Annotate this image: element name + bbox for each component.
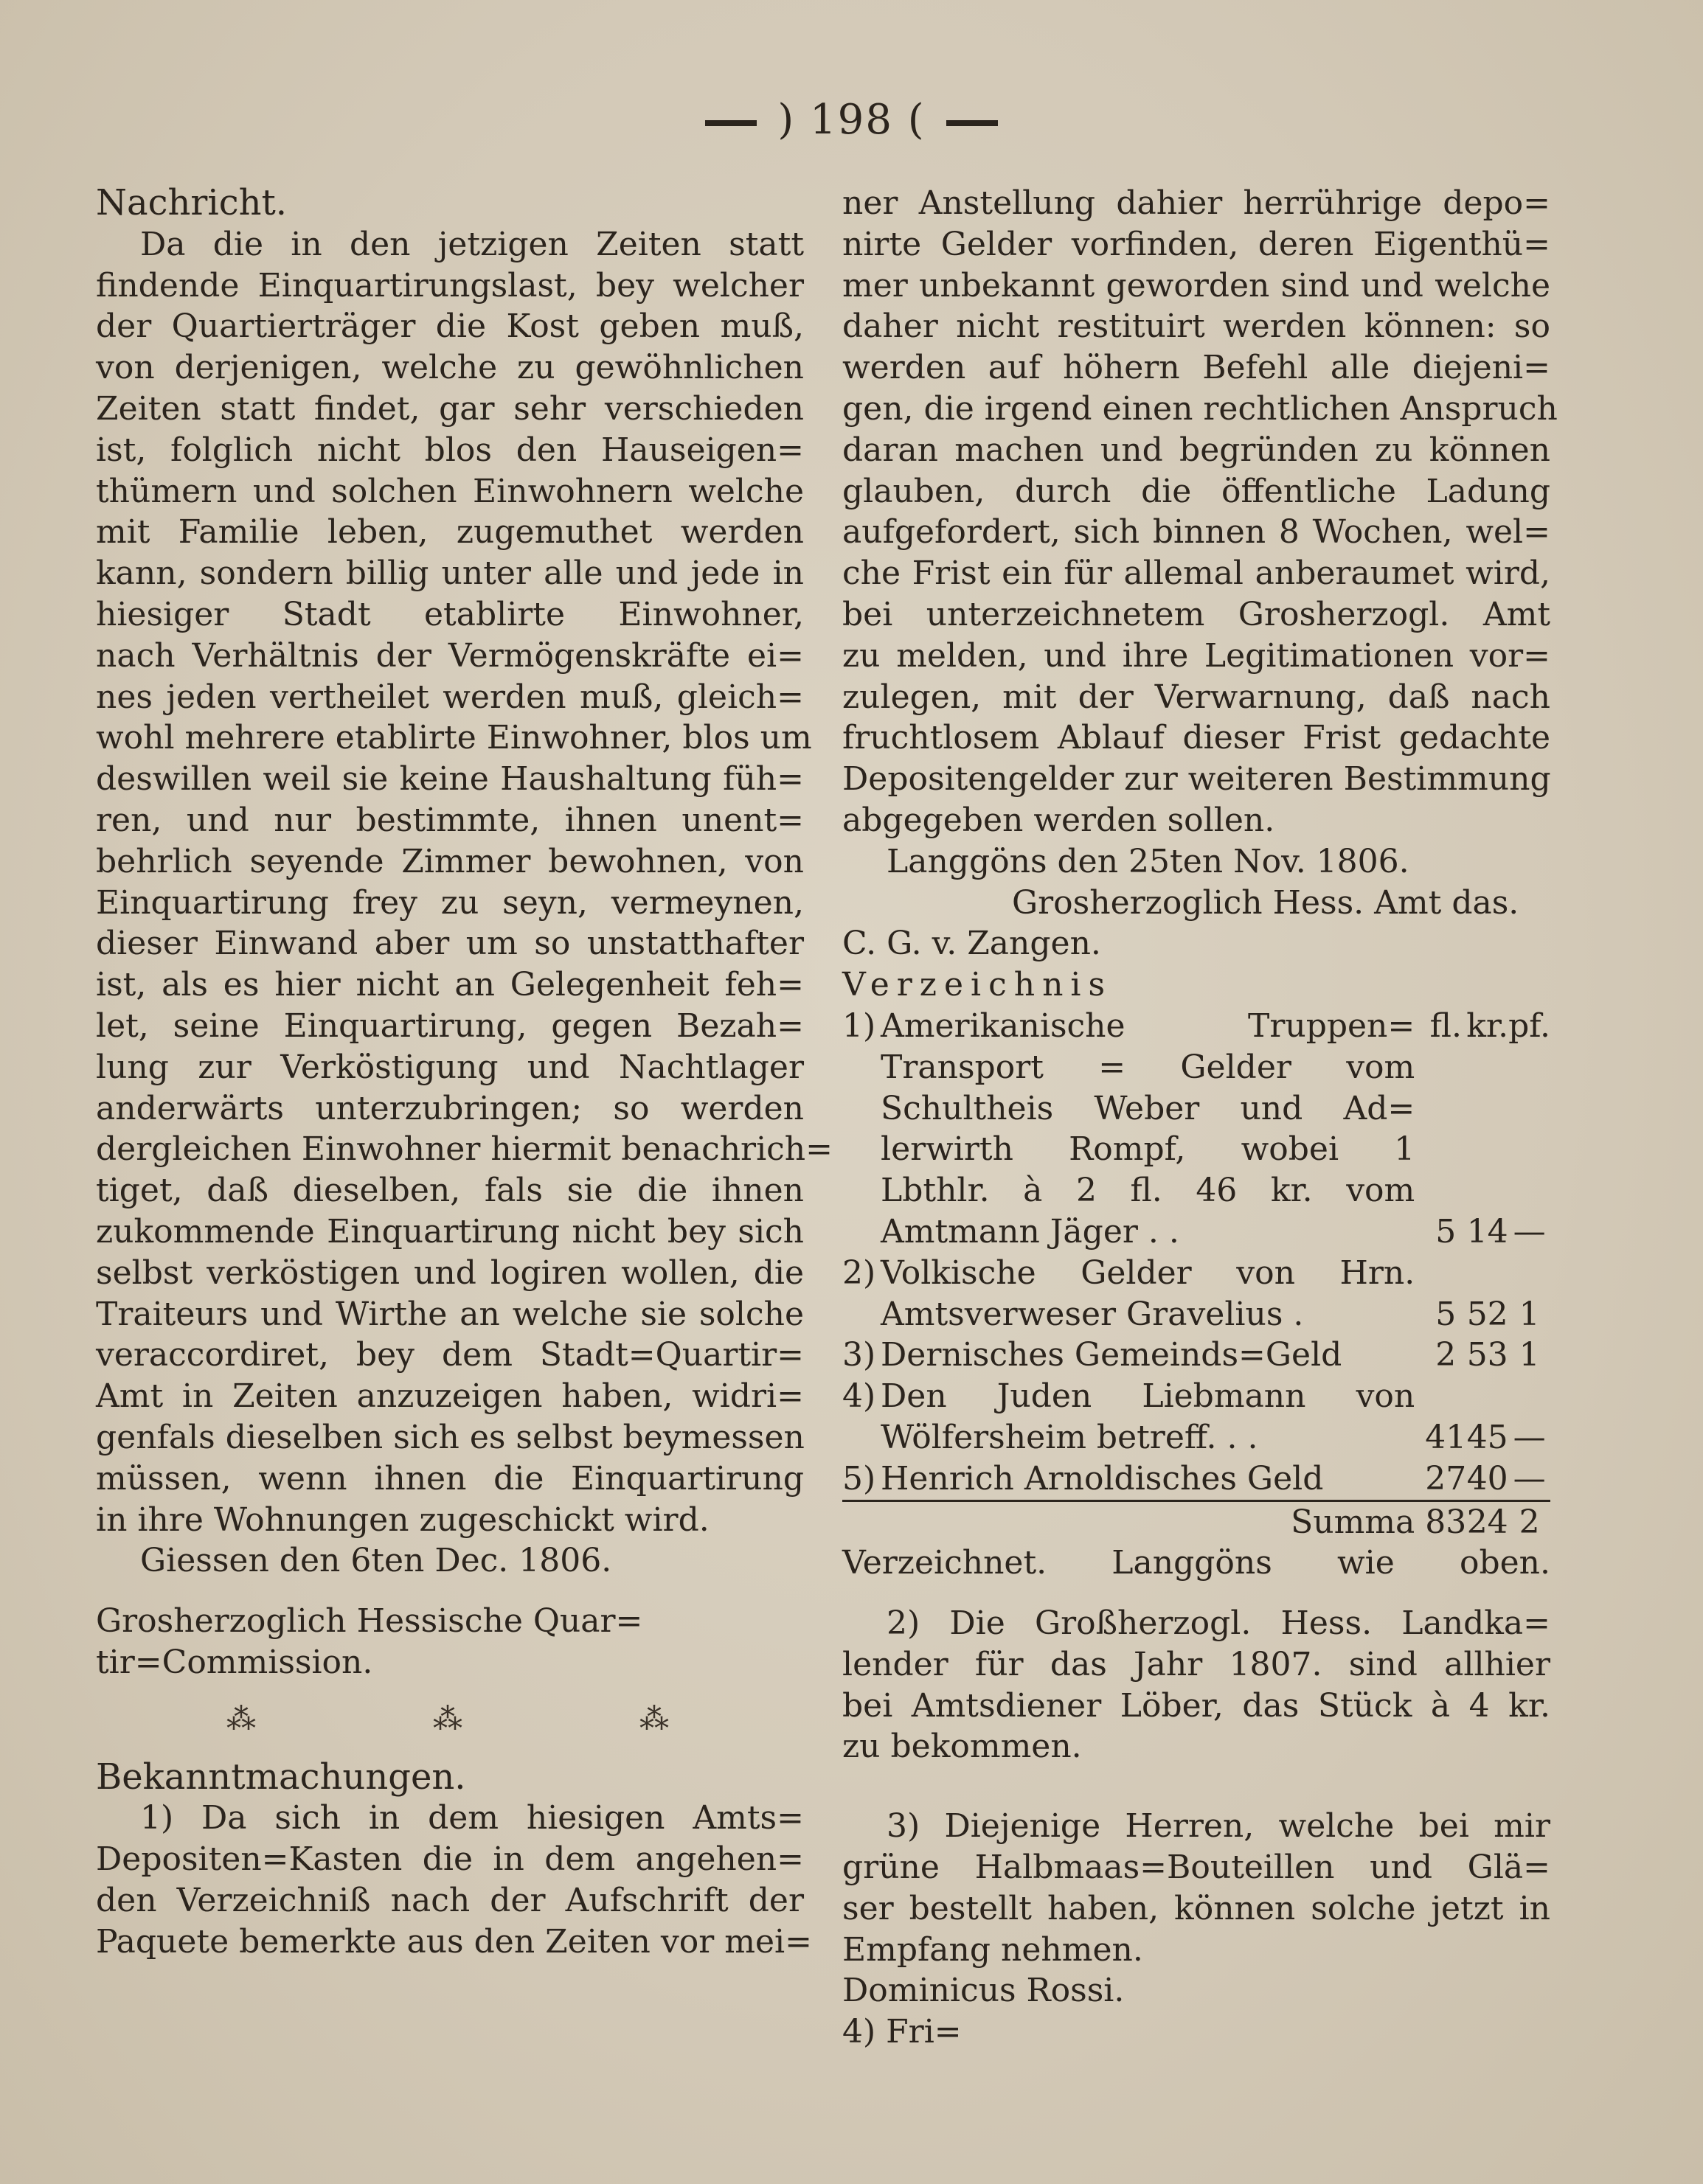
item-number: 3) xyxy=(842,1336,876,1374)
ornament-icon: ⁂ xyxy=(639,1702,673,1736)
notice-line: hiesiger Stadt etablirte Einwohner, xyxy=(96,595,804,633)
announcement-1-continuation xyxy=(842,183,1558,841)
item-label: Transport = Gelder vom xyxy=(881,1048,1415,1086)
announcement-line: 2) Die Großherzogl. Hess. Landka= xyxy=(887,1604,1550,1643)
notice-line: findende Einquartirungslast, bey welcher xyxy=(96,266,804,305)
announcement-line: abgegeben werden sollen. xyxy=(842,801,1275,839)
announcement-line: daran machen und begründen zu können xyxy=(842,431,1550,469)
list-row xyxy=(842,1088,1550,1130)
announcement-line: den Verzeichniß nach der Aufschrift der xyxy=(96,1882,804,1920)
announcement-line: zu bekommen. xyxy=(842,1728,1082,1766)
header-rule-right xyxy=(946,120,998,126)
list-title: Verzeichnis xyxy=(842,966,1113,1004)
announcement-line: glauben, durch die öffentliche Ladung xyxy=(842,472,1550,510)
announcement-3-signature: Dominicus Rossi. xyxy=(842,1972,1125,2010)
notice-line: Traiteurs und Wirthe an welche sie solche xyxy=(96,1295,804,1333)
announcement-line: ner Anstellung dahier herrührige depo= xyxy=(842,184,1550,222)
announcement-line: mer unbekannt geworden sind und welche xyxy=(842,266,1550,305)
header-rule-left xyxy=(705,120,757,126)
notice-title: Nachricht. xyxy=(96,182,288,223)
notice-line: veraccordiret, bey dem Stadt=Quartir= xyxy=(96,1336,804,1374)
list-row xyxy=(842,1376,1550,1417)
announcement-line: zu melden, und ihre Legitimationen vor= xyxy=(842,636,1550,675)
notice-line: von derjenigen, welche zu gewöhnlichen xyxy=(96,349,804,387)
announcement-2-body xyxy=(842,1603,1550,1767)
notice-body xyxy=(96,224,833,1541)
unit-header: pf. xyxy=(1508,1006,1550,1045)
amount-pf: — xyxy=(1513,1418,1546,1456)
notice-line: der Quartierträger die Kost geben muß, xyxy=(96,307,804,346)
item-label: Amerikanische Truppen= xyxy=(881,1006,1415,1045)
amount-kr: 14 xyxy=(1466,1212,1508,1251)
left-column xyxy=(96,182,833,1963)
item-number xyxy=(842,1417,881,1458)
list-row xyxy=(842,1211,1550,1253)
item-label: lerwirth Rompf, wobei 1 xyxy=(881,1130,1415,1169)
ornament-icon: ⁂ xyxy=(226,1702,260,1736)
item-number xyxy=(842,1088,881,1130)
notice-line: lung zur Verköstigung und Nachtlager xyxy=(96,1048,804,1086)
announcement-line: Empfang nehmen. xyxy=(842,1930,1143,1969)
announcement-line: werden auf höhern Befehl alle diejeni= xyxy=(842,349,1550,387)
notice-line: dergleichen Einwohner hiermit benachrich= xyxy=(96,1130,833,1169)
amount-fl: 5 xyxy=(1435,1295,1457,1333)
notice-line: dieser Einwand aber um so unstatthafter xyxy=(96,925,804,963)
notice-line: ist, folglich nicht blos den Hauseigen= xyxy=(96,431,804,469)
announcement-line: bei unterzeichnetem Grosherzogl. Amt xyxy=(842,595,1550,633)
list-row xyxy=(842,1170,1550,1211)
total-kr: 24 xyxy=(1466,1500,1508,1543)
unit-header: kr. xyxy=(1466,1006,1509,1045)
announcements-title: Bekanntmachungen. xyxy=(96,1756,466,1798)
notice-line: ren, und nur bestimmte, ihnen unent= xyxy=(96,801,804,839)
item-label: Volkische Gelder von Hrn. xyxy=(881,1253,1415,1292)
announcement-line: 3) Diejenige Herren, welche bei mir xyxy=(887,1807,1550,1846)
announcement-line: 1) Da sich in dem hiesigen Amts= xyxy=(140,1799,804,1837)
notice-line: ist, als es hier nicht an Gelegenheit feh= xyxy=(96,966,804,1004)
announcement-line: grüne Halbmaas=Bouteillen und Glä= xyxy=(842,1849,1550,1887)
section-ornaments xyxy=(96,1683,804,1757)
notice-line: genfals dieselben sich es selbst beymessen xyxy=(96,1418,805,1456)
item-number: 1) xyxy=(842,1006,876,1045)
catchword: 4) Fri= xyxy=(842,2013,962,2051)
notice-line: selbst verköstigen und logiren wollen, die xyxy=(96,1253,804,1292)
list-row xyxy=(842,1006,1550,1047)
unit-header: fl. xyxy=(1429,1006,1462,1045)
item-label: Wölfersheim betreff. . . xyxy=(881,1418,1258,1456)
total-pf: 2 xyxy=(1508,1500,1550,1543)
notice-line: tiget, daß dieselben, fals sie die ihnen xyxy=(96,1172,804,1210)
right-column xyxy=(842,183,1558,2053)
page-header xyxy=(0,96,1703,144)
announcement-line: zulegen, mit der Verwarnung, daß nach xyxy=(842,678,1550,716)
notice-line: behrlich seyende Zimmer bewohnen, von xyxy=(96,842,804,880)
notice-line: anderwärts unterzubringen; so werden xyxy=(96,1089,804,1127)
notice-line: deswillen weil sie keine Haushaltung füh= xyxy=(96,760,804,799)
item-label: Amtsverweser Gravelius . xyxy=(881,1295,1304,1333)
item-number xyxy=(842,1129,881,1170)
announcement-line: che Frist ein für allemal anberaumet wird, xyxy=(842,554,1550,593)
item-number: 5) xyxy=(842,1459,876,1498)
notice-line: nes jeden vertheilet werden muß, gleich= xyxy=(96,678,804,716)
amount-fl: 27 xyxy=(1425,1459,1467,1498)
notice-line: wohl mehrere etablirte Einwohner, blos um xyxy=(96,719,812,757)
notice-signature-1: Grosherzoglich Hessische Quar= xyxy=(96,1602,643,1641)
notice-line: zukommende Einquartirung nicht bey sich xyxy=(96,1212,804,1251)
list-row xyxy=(842,1294,1550,1335)
list-closing: Verzeichnet. Langgöns wie oben. xyxy=(842,1544,1550,1582)
item-number: 4) xyxy=(842,1377,876,1416)
item-number xyxy=(842,1170,881,1211)
list-row xyxy=(842,1129,1550,1170)
deposit-list-table xyxy=(842,1006,1550,1543)
ornament-icon: ⁂ xyxy=(433,1702,467,1736)
announcement-line: ser bestellt haben, können solche jetzt in xyxy=(842,1889,1550,1927)
amount-kr: 45 xyxy=(1466,1418,1508,1456)
announcement-3-body xyxy=(842,1806,1550,1970)
announcement-line: bei Amtsdiener Löber, das Stück à 4 kr. xyxy=(842,1686,1550,1725)
announcement-1-official: C. G. v. Zangen. xyxy=(842,925,1101,963)
amount-fl: 5 xyxy=(1435,1212,1457,1251)
notice-line: Einquartirung frey zu seyn, vermeynen, xyxy=(96,883,804,922)
notice-line: Da die in den jetzigen Zeiten statt xyxy=(140,225,804,263)
amount-pf: — xyxy=(1513,1459,1546,1498)
item-number xyxy=(842,1211,881,1253)
amount-kr: 53 xyxy=(1466,1336,1508,1374)
item-number xyxy=(842,1294,881,1335)
announcement-line: Depositen=Kasten die in dem angehen= xyxy=(96,1840,804,1879)
notice-line: müssen, wenn ihnen die Einquartirung xyxy=(96,1459,804,1498)
amount-kr: 52 xyxy=(1466,1295,1508,1333)
item-label: Henrich Arnoldisches Geld xyxy=(881,1459,1324,1498)
amount-pf: 1 xyxy=(1519,1295,1540,1333)
total-row xyxy=(842,1500,1550,1543)
amount-pf: — xyxy=(1513,1212,1546,1251)
item-label: Dernisches Gemeinds=Geld xyxy=(881,1336,1342,1374)
notice-line: Zeiten statt findet, gar sehr verschieden xyxy=(96,389,804,428)
item-label: Schultheis Weber und Ad= xyxy=(881,1089,1415,1127)
announcement-line: aufgefordert, sich binnen 8 Wochen, wel= xyxy=(842,513,1550,552)
list-row xyxy=(842,1335,1550,1376)
item-label: Den Juden Liebmann von xyxy=(881,1377,1415,1416)
notice-line: in ihre Wohnungen zugeschickt wird. xyxy=(96,1500,710,1539)
announcement-line: lender für das Jahr 1807. sind allhier xyxy=(842,1645,1550,1683)
notice-line: Amt in Zeiten anzuzeigen haben, widri= xyxy=(96,1377,804,1416)
item-label: Lbthlr. à 2 fl. 46 kr. vom xyxy=(881,1172,1415,1210)
list-row xyxy=(842,1253,1550,1294)
notice-line: kann, sondern billig unter alle und jede in xyxy=(96,554,804,593)
total-fl: 83 xyxy=(1425,1500,1466,1543)
notice-date: Giessen den 6ten Dec. 1806. xyxy=(140,1542,612,1580)
notice-signature-2: tir=Commission. xyxy=(96,1643,373,1681)
announcement-line: nirte Gelder vorfinden, deren Eigenthü= xyxy=(842,225,1550,263)
item-number: 2) xyxy=(842,1253,876,1292)
list-row xyxy=(842,1047,1550,1088)
announcement-line: gen, die irgend einen rechtlichen Anspruch xyxy=(842,389,1558,428)
total-label: Summa xyxy=(881,1500,1425,1543)
announcement-line: Paquete bemerkte aus den Zeiten vor mei= xyxy=(96,1922,812,1961)
announcement-1-body xyxy=(96,1798,812,1962)
notice-line: nach Verhältnis der Vermögenskräfte ei= xyxy=(96,636,804,675)
amount-pf: 1 xyxy=(1519,1336,1540,1374)
announcement-1-date: Langgöns den 25ten Nov. 1806. xyxy=(887,842,1409,880)
amount-fl: 2 xyxy=(1435,1336,1457,1374)
list-row xyxy=(842,1458,1550,1500)
amount-kr: 40 xyxy=(1466,1459,1508,1498)
item-label: Amtmann Jäger . . xyxy=(881,1212,1179,1251)
notice-line: thümern und solchen Einwohnern welche xyxy=(96,472,804,510)
announcement-line: fruchtlosem Ablauf dieser Frist gedachte xyxy=(842,719,1550,757)
page-number: ) 198 ( xyxy=(777,96,926,144)
announcement-line: daher nicht restituirt werden können: so xyxy=(842,307,1550,346)
announcement-line: Depositengelder zur weiteren Bestimmung xyxy=(842,760,1551,799)
announcement-1-office: Grosherzoglich Hess. Amt das. xyxy=(1012,883,1519,922)
list-row xyxy=(842,1417,1550,1458)
amount-fl: 41 xyxy=(1425,1418,1467,1456)
notice-line: mit Familie leben, zugemuthet werden xyxy=(96,513,804,552)
notice-line: let, seine Einquartirung, gegen Bezah= xyxy=(96,1006,804,1045)
item-number xyxy=(842,1047,881,1088)
